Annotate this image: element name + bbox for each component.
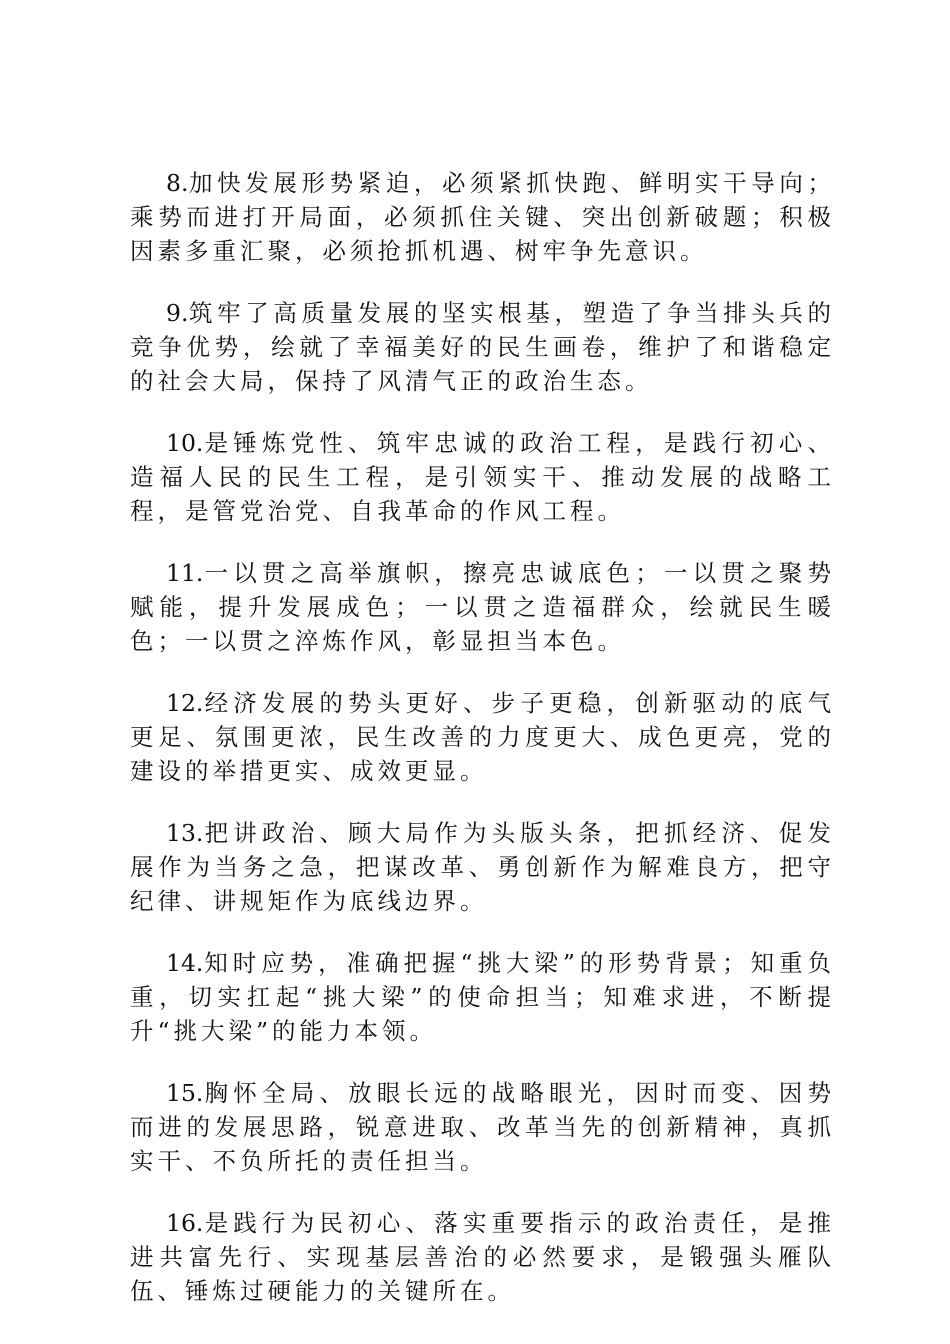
list-item <box>130 946 835 1048</box>
list-item <box>130 296 835 398</box>
item-number: 11. <box>166 559 204 587</box>
item-text: 是践行为民初心、落实重要指示的政治责任，是推进共富先行、实现基层善治的必然要求，是锻强头雁队伍、锤炼过硬能力的关键所在。 <box>130 1209 835 1305</box>
item-text: 筑牢了高质量发展的坚实根基，塑造了争当排头兵的竞争优势，绘就了幸福美好的民生画卷，维护了和谐稳定的社会大局，保持了风清气正的政治生态。 <box>130 299 835 395</box>
list-item <box>130 1206 835 1308</box>
item-number: 16. <box>166 1209 204 1237</box>
item-number: 15. <box>166 1079 204 1107</box>
item-number: 14. <box>166 949 204 977</box>
item-text: 知时应势，准确把握“挑大梁”的形势背景；知重负重，切实扛起“挑大梁”的使命担当；知难求进，不断提升“挑大梁”的能力本领。 <box>130 949 835 1045</box>
list-item <box>130 686 835 788</box>
list-item <box>130 166 835 268</box>
item-text: 胸怀全局、放眼长远的战略眼光，因时而变、因势而进的发展思路，锐意进取、改革当先的创新精神，真抓实干、不负所托的责任担当。 <box>130 1079 835 1175</box>
document-body <box>130 166 835 1336</box>
item-text: 加快发展形势紧迫，必须紧抓快跑、鲜明实干导向；乘势而进打开局面，必须抓住关键、突出创新破题；积极因素多重汇聚，必须抢抓机遇、树牢争先意识。 <box>130 169 835 265</box>
item-number: 13. <box>166 819 204 847</box>
item-number: 12. <box>166 689 204 717</box>
item-text: 经济发展的势头更好、步子更稳，创新驱动的底气更足、氛围更浓，民生改善的力度更大、成色更亮，党的建设的举措更实、成效更显。 <box>130 689 835 785</box>
item-text: 把讲政治、顾大局作为头版头条，把抓经济、促发展作为当务之急，把谋改革、勇创新作为解难良方，把守纪律、讲规矩作为底线边界。 <box>130 819 835 915</box>
item-number: 8. <box>166 169 189 197</box>
item-number: 9. <box>166 299 189 327</box>
item-text: 一以贯之高举旗帜，擦亮忠诚底色；一以贯之聚势赋能，提升发展成色；一以贯之造福群众，绘就民生暖色；一以贯之淬炼作风，彰显担当本色。 <box>130 559 835 655</box>
item-text: 是锤炼党性、筑牢忠诚的政治工程，是践行初心、造福人民的民生工程，是引领实干、推动发展的战略工程，是管党治党、自我革命的作风工程。 <box>130 429 835 525</box>
list-item <box>130 1076 835 1178</box>
list-item <box>130 816 835 918</box>
list-item <box>130 426 835 528</box>
item-number: 10. <box>166 429 204 457</box>
list-item <box>130 556 835 658</box>
